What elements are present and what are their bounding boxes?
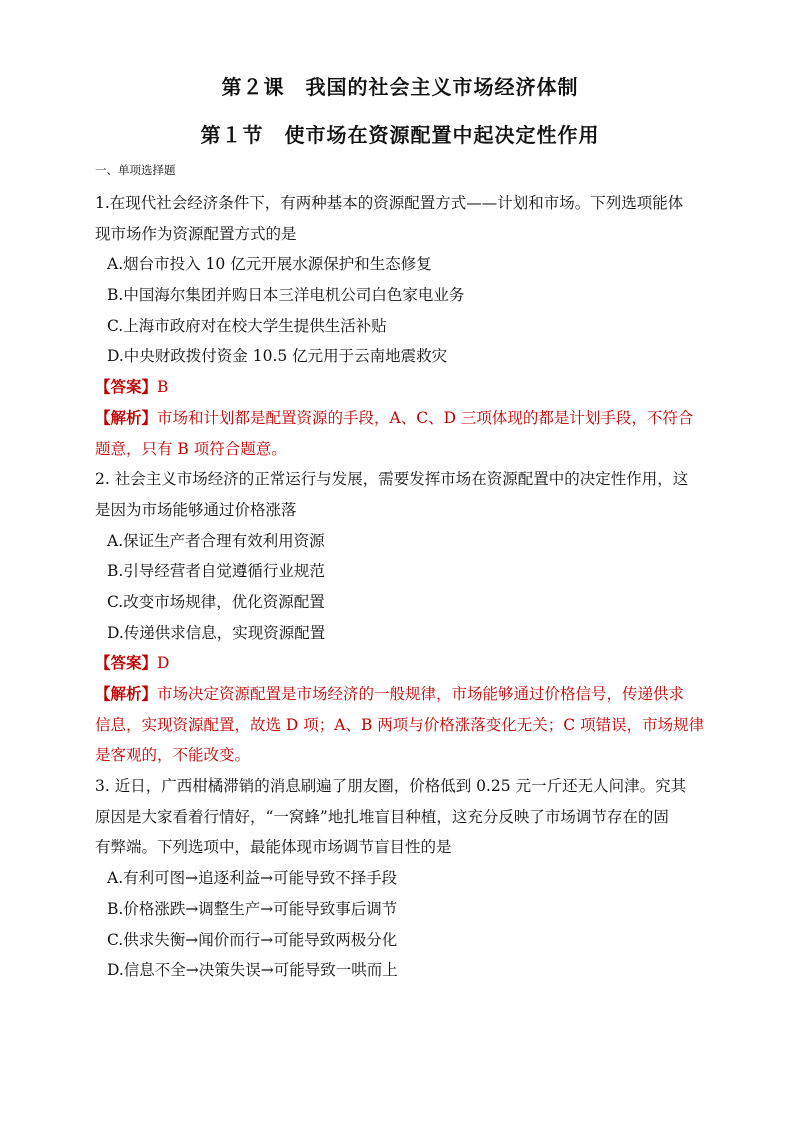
option-b: B.价格涨跌→调整生产→可能导致事后调节 [107,899,398,918]
option-b: B.中国海尔集团并购日本三洋电机公司白色家电业务 [107,286,465,305]
question-list [95,188,705,986]
question-stem-line: 现市场作为资源配置方式的是 [95,224,297,243]
analysis-tag: 【解析】 [95,407,158,427]
question-stem-line: 原因是大家看着行情好，“一窝蜂”地扎堆盲目种植，这充分反映了市场调节存在的固 [95,807,669,826]
question-1 [95,188,705,464]
option-b: B.引导经营者自觉遵循行业规范 [107,562,325,581]
answer-tag: 【答案】 [95,653,158,673]
analysis [95,679,705,771]
option-d: D.传递供求信息，实现资源配置 [107,623,326,642]
analysis-text: 市场决定资源配置是市场经济的一般规律，市场能够通过价格信号，传递供求 [157,685,685,703]
option-a: A.保证生产者合理有效利用资源 [107,531,325,550]
question-stem-line: 3. 近日，广西柑橘滞销的消息刷遍了朋友圈，价格低到 0.25 元一斤还无人问津。究其 [95,777,687,796]
question-3 [95,771,705,986]
analysis-tag: 【解析】 [95,684,158,703]
option-c: C.供求失衡→闻价而行→可能导致两极分化 [107,930,398,949]
answer-tag: 【答案】 [95,377,158,397]
question-stem-line: 1.在现代社会经济条件下，有两种基本的资源配置方式——计划和市场。下列选项能体 [95,194,684,212]
question-stem-line: 有弊端。下列选项中，最能体现市场调节盲目性的是 [95,838,452,857]
analysis-line: 信息，实现资源配置，故选 D 项；A、B 两项与价格涨落变化无关；C 项错误，市场规律 [95,715,705,734]
answer-value: D [157,654,170,673]
analysis-line: 是客观的，不能改变。 [95,746,251,765]
option-c: C.上海市政府对在校大学生提供生活补贴 [107,316,387,335]
question-type-heading: 一、单项选择题 [95,163,176,177]
analysis [95,403,705,464]
answer-line [95,372,705,403]
question-stem-line: 是因为市场能够通过价格涨落 [95,500,297,519]
option-d: D.信息不全→决策失误→可能导致一哄而上 [107,961,398,980]
option-d: D.中央财政拨付资金 10.5 亿元用于云南地震救灾 [107,347,448,366]
analysis-line [95,679,705,710]
question-2 [95,464,705,771]
question-stem-line: 2. 社会主义市场经济的正常运行与发展，需要发挥市场在资源配置中的决定性作用，这 [95,470,689,489]
lesson-title: 第２课 我国的社会主义市场经济体制 [221,75,579,99]
answer-value: B [157,378,169,397]
option-a: A.烟台市投入 10 亿元开展水源保护和生态修复 [107,255,432,274]
analysis-text: 市场和计划都是配置资源的手段，A、C、D 三项体现的都是计划手段，不符合 [157,408,694,427]
answer-line [95,648,705,679]
option-c: C.改变市场规律，优化资源配置 [107,592,325,611]
analysis-line: 题意，只有 B 项符合题意。 [95,439,287,458]
section-title: 第１节 使市场在资源配置中起决定性作用 [200,123,600,147]
analysis-line [95,403,705,434]
option-a: A.有利可图→追逐利益→可能导致不择手段 [107,869,398,888]
